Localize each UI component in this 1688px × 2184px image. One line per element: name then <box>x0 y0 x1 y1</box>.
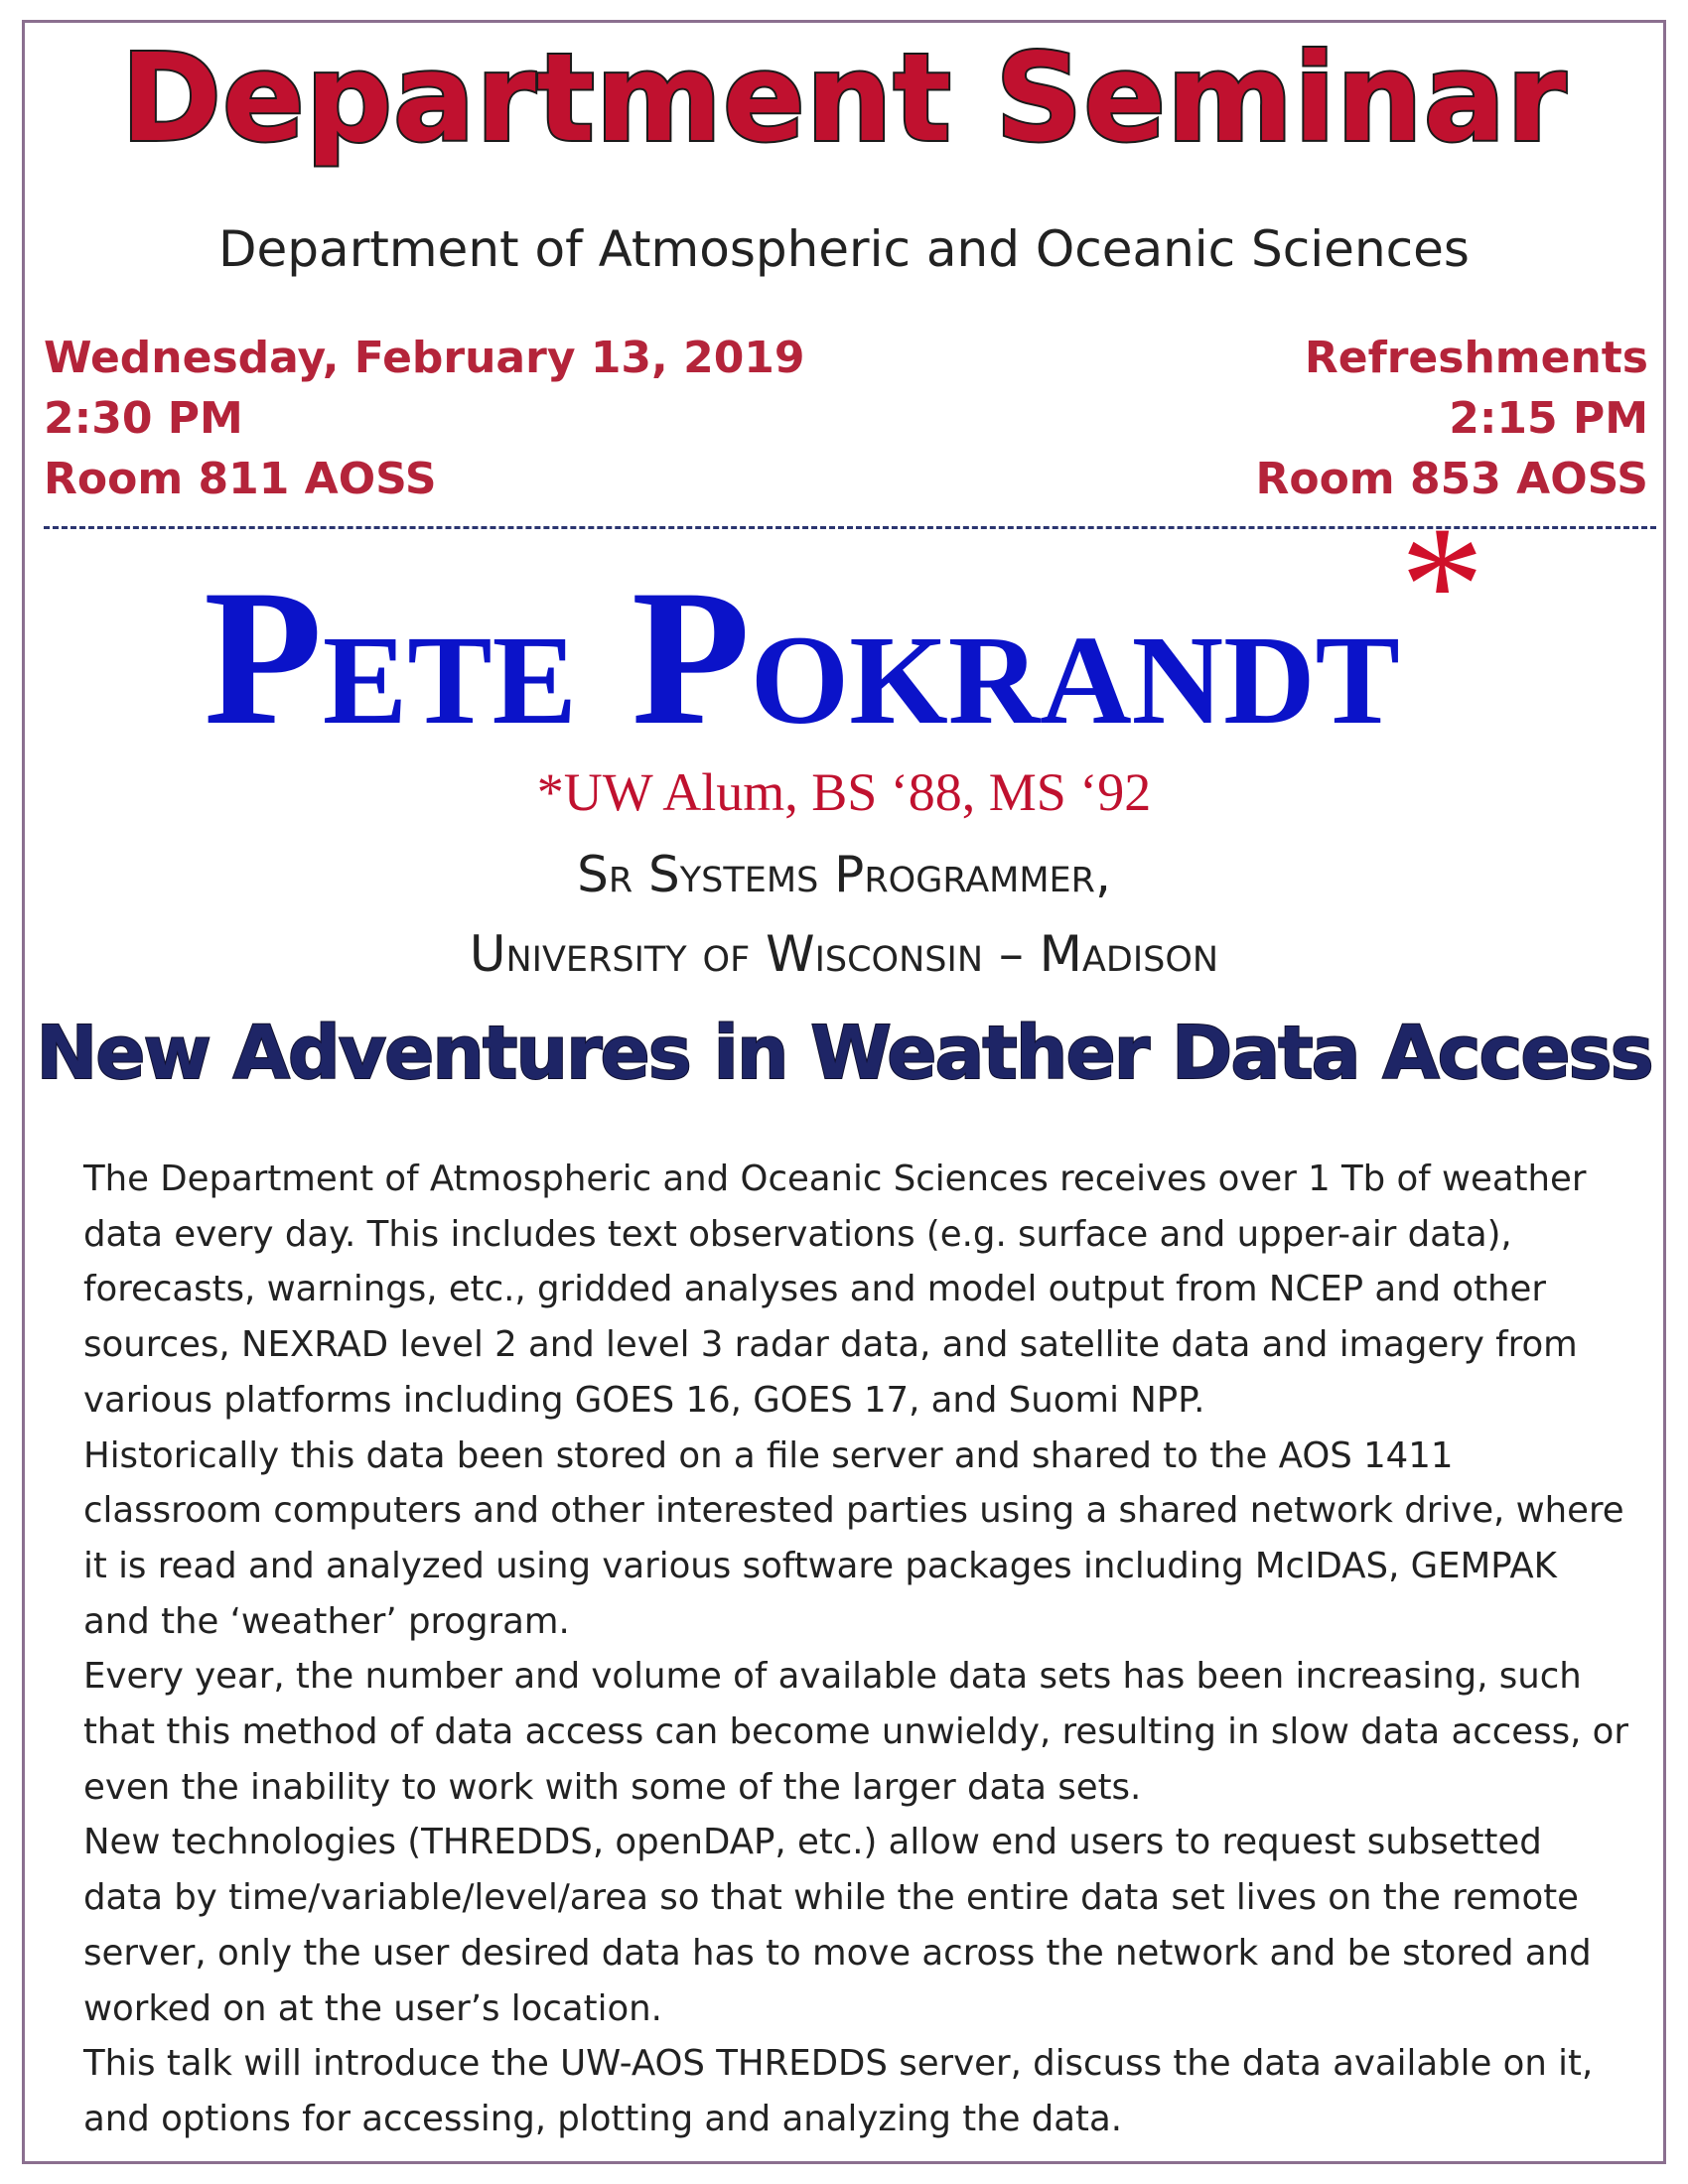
refreshments-time: 2:15 PM <box>1449 393 1648 444</box>
refreshments-label: Refreshments <box>1304 333 1648 383</box>
seminar-title: Department Seminar <box>120 28 1568 169</box>
abstract-paragraph: Every year, the number and volume of available data sets has been increasing, such that this method of data access can become unwieldy, resulting in slow data access, or even the inability to work with some of the larger data sets. <box>83 1656 1628 1808</box>
speaker-last-rest: OKRANDT <box>750 610 1400 751</box>
speaker-name <box>0 491 1688 765</box>
speaker-role: Sr Systems Programmer, <box>577 846 1111 903</box>
talk-title: New Adventures in Weather Data Access <box>36 1011 1652 1096</box>
abstract-paragraph: Historically this data been stored on a file server and shared to the AOS 1411 classroom computers and other interested parties using a shared network drive, where it is read and analyzed using various software packages including McIDAS, GEMPAK and the ‘weather’ program. <box>83 1434 1624 1642</box>
abstract-paragraph: New technologies (THREDDS, openDAP, etc.) allow end users to request subsetted data by time/variable/level/area so that while the entire data set lives on the remote server, only the user desired data has to move across the network and be stored and worked on at the user’s location. <box>83 1822 1592 2029</box>
refreshments-room: Room 853 AOSS <box>1255 454 1648 504</box>
abstract-paragraph: The Department of Atmospheric and Oceanic Sciences receives over 1 Tb of weather data every day. This includes text observations (e.g. surface and upper-air data), forecasts, warnings, etc., gridded analyses and model output from NCEP and other sources, NEXRAD level 2 and level 3 radar data, and satellite data and imagery from various platforms including GOES 16, GOES 17, and Suomi NPP. <box>83 1159 1587 1421</box>
speaker-first-rest: ETE <box>322 610 577 751</box>
speaker-last-initial: P <box>631 550 751 765</box>
alumni-note: *UW Alum, BS ‘88, MS ‘92 <box>536 762 1152 822</box>
abstract <box>83 1152 1632 2147</box>
refreshments-details <box>1255 328 1648 509</box>
asterisk-icon: * <box>1399 491 1484 678</box>
abstract-paragraph: This talk will introduce the UW-AOS THREDDS server, discuss the data available on it, and options for accessing, plotting and analyzing the data. <box>83 2043 1594 2139</box>
event-date: Wednesday, February 13, 2019 <box>44 333 805 383</box>
department-name: Department of Atmospheric and Oceanic Sciences <box>218 220 1470 278</box>
speaker-affiliation: University of Wisconsin – Madison <box>469 925 1219 983</box>
speaker-first-initial: P <box>204 550 323 765</box>
event-details <box>44 328 805 509</box>
event-time: 2:30 PM <box>44 393 243 444</box>
event-room: Room 811 AOSS <box>44 454 437 504</box>
